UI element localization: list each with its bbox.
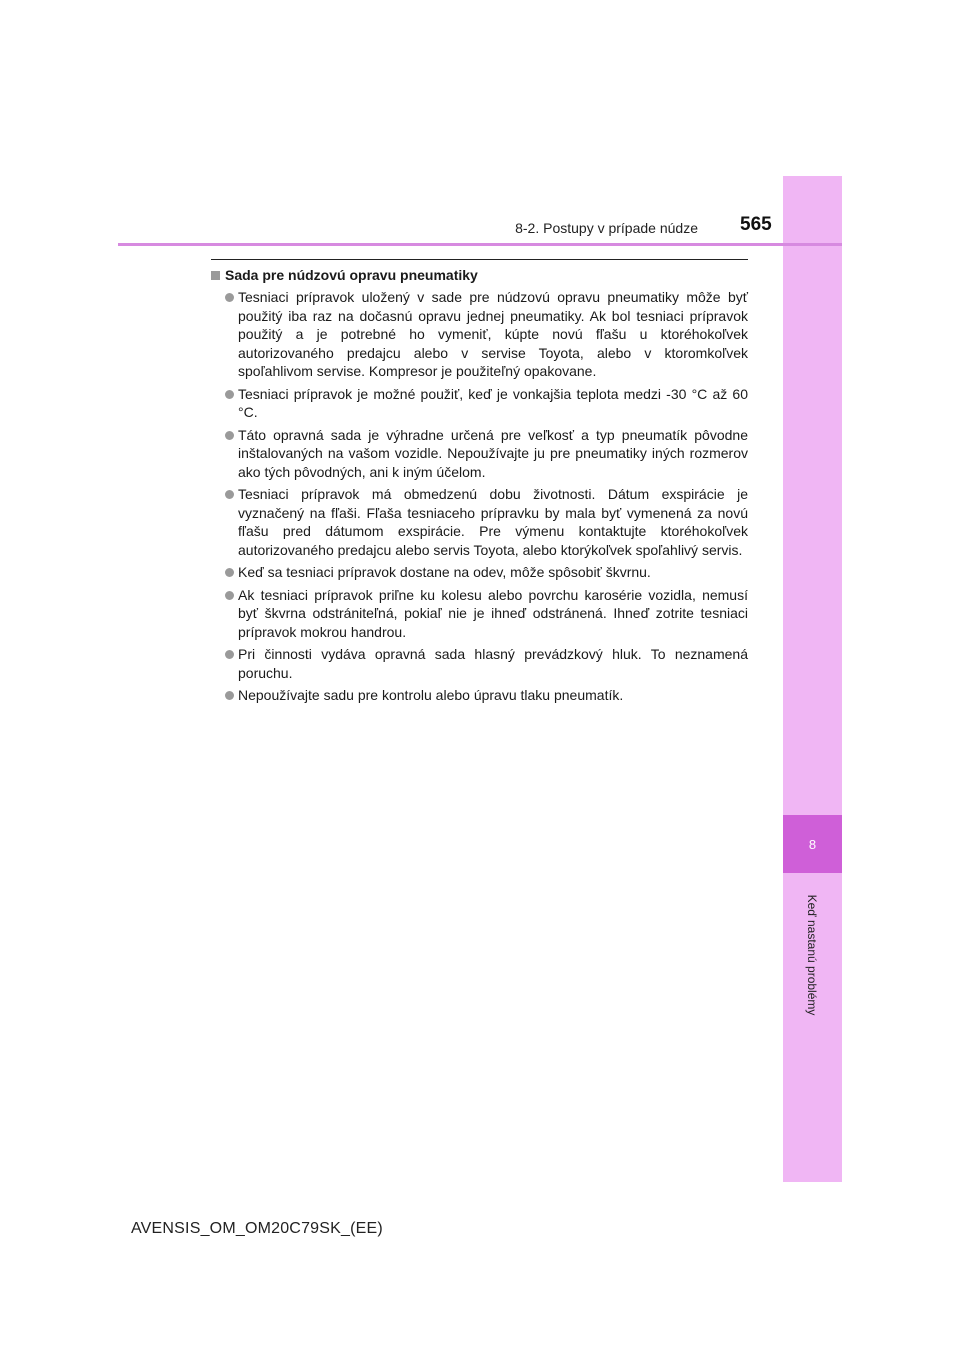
section-heading (211, 266, 748, 285)
page-number: 565 (740, 214, 772, 235)
list-item: Tesniaci prípravok uložený v sade pre núdzovú opravu pneumatiky môže byť použitý iba raz na dočasnú opravu jednej pneumatiky. Ak bol tesniaci prípravok použitý a je potrebné ho vymeniť, kúpte novú fľašu u ktoréhokoľvek autorizovaného predajcu alebo v servise Toyota, alebo v ktoromkoľvek spoľahlivom servise. Kompresor je použiteľný opakovane. (211, 288, 748, 381)
list-item: Keď sa tesniaci prípravok dostane na odev, môže spôsobiť škvrnu. (211, 563, 748, 582)
bullet-list (211, 288, 748, 705)
list-item: Ak tesniaci prípravok priľne ku kolesu alebo povrchu karosérie vozidla, nemusí byť škvrna odstrániteľná, pokiaľ nie je ihneď odstránená. Ihneď zotrite tesniaci prípravok mokrou handrou. (211, 586, 748, 642)
list-item: Pri činnosti vydáva opravná sada hlasný prevádzkový hluk. To neznamená poruchu. (211, 645, 748, 682)
header-section-title: 8-2. Postupy v prípade núdze (515, 220, 698, 236)
circle-bullet-icon (225, 390, 234, 399)
chapter-number: 8 (808, 836, 817, 852)
circle-bullet-icon (225, 568, 234, 577)
chapter-label: Keď nastanú problémy (805, 894, 819, 1016)
circle-bullet-icon (225, 591, 234, 600)
footer-doc-code: AVENSIS_OM_OM20C79SK_(EE) (131, 1220, 383, 1237)
list-item: Táto opravná sada je výhradne určená pre veľkosť a typ pneumatík pôvodne inštalovaných na vašom vozidle. Nepoužívajte ju pre pneumatiky iných rozmerov ako tých pôvodných, ani k iným účelom. (211, 426, 748, 482)
square-bullet-icon (211, 271, 220, 280)
circle-bullet-icon (225, 431, 234, 440)
circle-bullet-icon (225, 691, 234, 700)
list-item: Nepoužívajte sadu pre kontrolu alebo úpravu tlaku pneumatík. (211, 686, 748, 705)
list-item: Tesniaci prípravok je možné použiť, keď je vonkajšia teplota medzi -30 °C až 60 °C. (211, 385, 748, 422)
circle-bullet-icon (225, 490, 234, 499)
chapter-side-tab (783, 176, 842, 1182)
header-divider (118, 243, 842, 246)
circle-bullet-icon (225, 650, 234, 659)
circle-bullet-icon (225, 293, 234, 302)
chapter-number-tab (783, 815, 842, 873)
list-item: Tesniaci prípravok má obmedzenú dobu životnosti. Dátum exspirácie je vyznačený na fľaši. Fľaša tesniaceho prípravku by mala byť vymenená za novú fľašu pred dátumom exspirácie. Pre výmenu kontaktujte ktoréhokoľvek autorizovaného predajcu alebo servis Toyota, alebo ktorýkoľvek spoľahlivý servis. (211, 485, 748, 559)
section-heading-text: Sada pre núdzovú opravu pneumatiky (225, 267, 478, 283)
main-content (211, 259, 748, 709)
